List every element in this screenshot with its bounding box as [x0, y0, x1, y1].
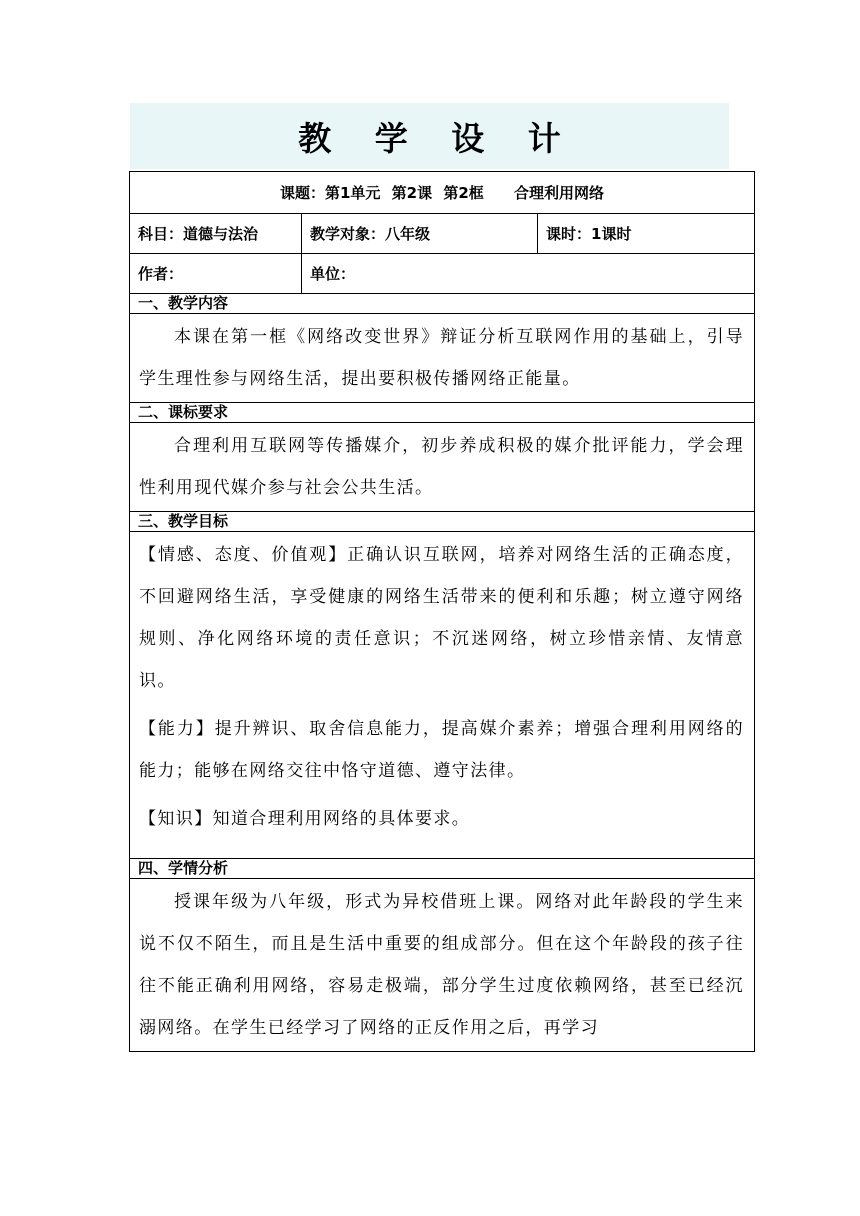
section-body: [130, 879, 755, 1052]
course-row: [130, 172, 755, 214]
target-value: 八年级: [385, 225, 431, 243]
title-banner: [130, 103, 729, 169]
section-heading: 一、教学内容: [130, 294, 755, 314]
unit-cell: [302, 254, 755, 294]
hours-cell: [538, 214, 755, 254]
course-lesson: 第2课: [391, 184, 433, 202]
meta-row: [130, 214, 755, 254]
section-body-row: [130, 532, 755, 859]
subject-cell: [130, 214, 302, 254]
hours-label: 课时：: [546, 225, 592, 243]
section-paragraph: 授课年级为八年级，形式为异校借班上课。网络对此年龄段的学生来说不仅不陌生，而且是生活中重要的组成部分。但在这个年龄段的孩子往往不能正确利用网络，容易走极端，部分学生过度依赖网络，甚至已经沉溺网络。在学生已经学习了网络的正反作用之后，再学习: [139, 892, 745, 1038]
course-name: 合理利用网络: [514, 184, 605, 202]
author-row: [130, 254, 755, 294]
section-heading-row: [130, 512, 755, 532]
section-paragraph: 合理利用互联网等传播媒介，初步养成积极的媒介批评能力，学会理性利用现代媒介参与社会公共生活。: [139, 436, 745, 498]
subject-label: 科目：: [138, 225, 184, 243]
section-body: [130, 423, 755, 512]
section-body-row: [130, 314, 755, 403]
author-cell: [130, 254, 302, 294]
course-unit: 第1单元: [325, 184, 381, 202]
unit-label: 单位：: [310, 265, 356, 283]
section-body-row: [130, 423, 755, 512]
section-paragraph: 本课在第一框《网络改变世界》辩证分析互联网作用的基础上，引导学生理性参与网络生活，提出要积极传播网络正能量。: [139, 327, 745, 389]
author-label: 作者：: [138, 265, 184, 283]
lesson-plan-table: [129, 171, 755, 1052]
course-frame: 第2框: [443, 184, 484, 202]
subject-value: 道德与法治: [183, 225, 259, 243]
hours-value: 1课时: [591, 225, 632, 243]
goal-ability: 【能力】提升辨识、取舍信息能力，提高媒介素养；增强合理利用网络的能力；能够在网络交往中恪守道德、遵守法律。: [139, 719, 745, 781]
section-heading-row: [130, 403, 755, 423]
section-heading-row: [130, 294, 755, 314]
target-label: 教学对象：: [310, 225, 386, 243]
section-body: [130, 314, 755, 403]
course-label: 课题：: [279, 184, 325, 202]
goal-emotion: 【情感、态度、价值观】正确认识互联网，培养对网络生活的正确态度，不回避网络生活，享受健康的网络生活带来的便利和乐趣；树立遵守网络规则、净化网络环境的责任意识；不沉迷网络，树立珍惜亲情、友情意识。: [139, 545, 745, 691]
goal-knowledge: 【知识】知道合理利用网络的具体要求。: [139, 809, 471, 829]
section-heading-row: [130, 859, 755, 879]
section-heading: 四、学情分析: [130, 859, 755, 879]
page-title: 教 学 设 计: [298, 118, 577, 158]
section-body-row: [130, 879, 755, 1052]
section-heading: 二、课标要求: [130, 403, 755, 423]
target-cell: [302, 214, 538, 254]
section-body: [130, 532, 755, 859]
section-heading: 三、教学目标: [130, 512, 755, 532]
course-cell: [130, 172, 755, 214]
